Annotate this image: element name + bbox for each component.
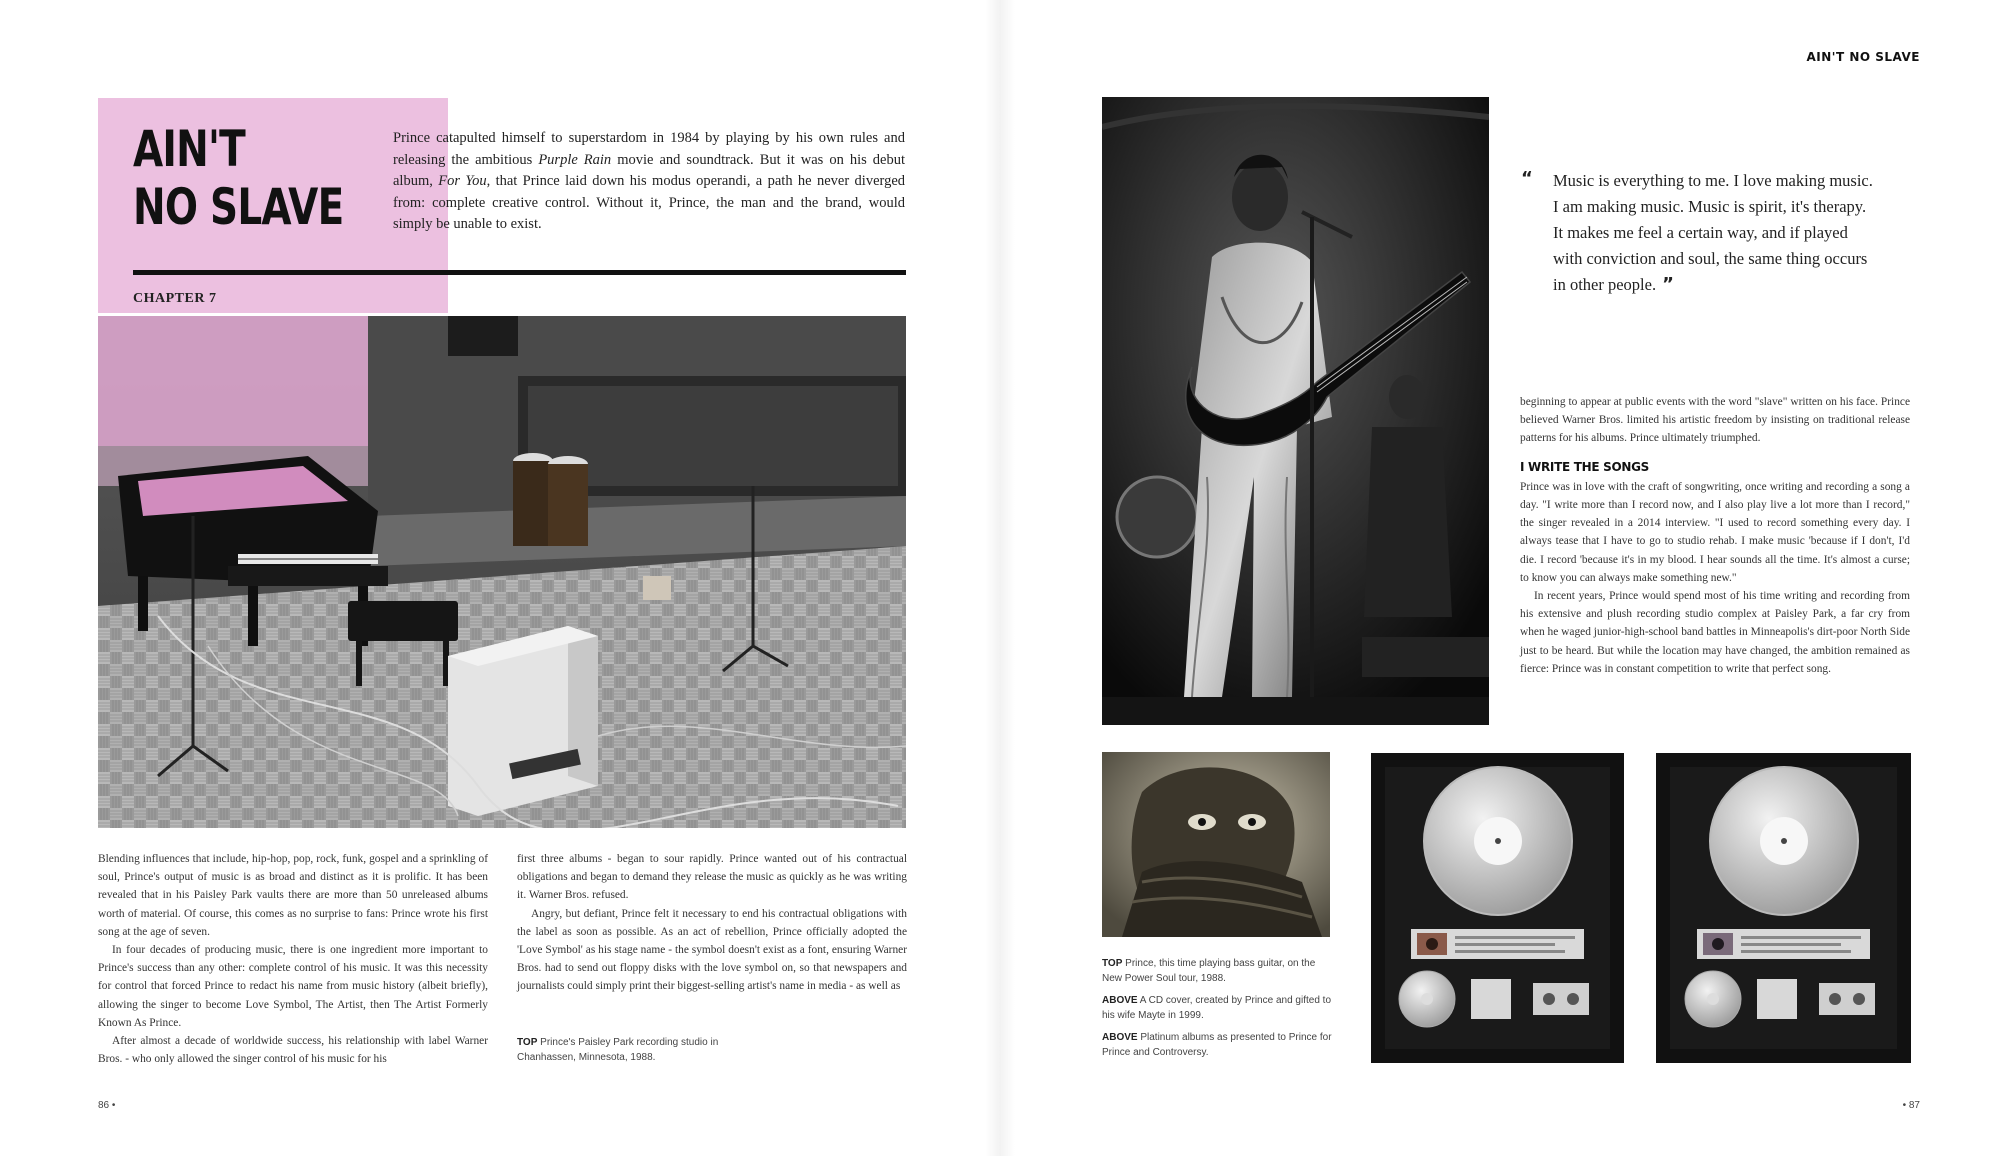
caption-label: ABOVE: [1102, 1032, 1138, 1043]
folio-left: 86 •: [98, 1100, 116, 1111]
caption-label: ABOVE: [1102, 995, 1138, 1006]
platinum-plaque-1: [1371, 753, 1624, 1063]
quote-open-mark: “: [1521, 168, 1533, 189]
intro-paragraph: [393, 128, 905, 236]
caption-item: [1102, 994, 1337, 1023]
headline-line-2: NO SLAVE: [133, 178, 344, 236]
body-column-1: [98, 850, 488, 1068]
concert-photo: [1102, 97, 1489, 725]
body-paragraph: first three albums - began to sour rapidly. Prince wanted out of his contractual obligations and began to demand they release the music as quickly as he was writing it. Warner Bros. refused.: [517, 853, 907, 902]
caption-label: TOP: [1102, 958, 1123, 969]
body-column-2: [517, 850, 907, 996]
body-paragraph: In recent years, Prince would spend most of his time writing and recording from his extensive and plush recording studio complex at Paisley Park, a far cry from when he waged junior-high-school band battles in Minneapolis's dirt-poor North Side just to be heard. But while the location may have changed, the ambition remained as fierce: Prince was in constant competition to write that perfect song.: [1520, 590, 1910, 675]
intro-italic-title: Purple Rain: [538, 151, 612, 168]
studio-photo-caption: [517, 1036, 737, 1065]
body-paragraph: After almost a decade of worldwide success, his relationship with label Warner Bros. - who only allowed the singer control of his music for his: [98, 1035, 488, 1066]
chapter-headline: [133, 120, 343, 236]
intro-italic-title: For You: [438, 173, 487, 189]
heading-rule: [133, 270, 906, 275]
caption-text: Platinum albums as presented to Prince for Prince and Controversy.: [1102, 1032, 1332, 1058]
body-column-3: [1520, 393, 1910, 678]
caption-label: TOP: [517, 1037, 538, 1048]
intro-text: movie and soundtrack. But it was on his debut album,: [393, 151, 905, 189]
studio-photo: [98, 316, 906, 828]
cd-cover-photo: [1102, 752, 1330, 937]
body-paragraph: beginning to appear at public events with the word "slave" written on his face. Prince believed Warner Bros. limited his artistic freedom by insisting on traditional release patterns for his albums. Prince ultimately triumphed.: [1520, 396, 1910, 445]
caption-text: Prince's Paisley Park recording studio in Chanhassen, Minnesota, 1988.: [517, 1037, 719, 1063]
section-subhead: I WRITE THE SONGS: [1520, 459, 1650, 474]
pull-quote-text: Music is everything to me. I love making music. I am making music. Music is spirit, it's therapy. It makes me feel a certain way, and if played with conviction and soul, the same thing occurs in other people.: [1553, 171, 1873, 294]
caption-text: A CD cover, created by Prince and gifted to his wife Mayte in 1999.: [1102, 995, 1332, 1021]
folio-right: • 87: [1902, 1100, 1920, 1111]
body-paragraph: Blending influences that include, hip-hop, pop, rock, funk, gospel and a sprinkling of soul, Prince's output of music is as broad and distinct as it is prolific. It has been revealed that in his Paisley Park vaults there are more than 50 unreleased albums worth of material. Of course, this comes as no surprise to fans: Prince wrote his first song at the age of seven.: [98, 853, 488, 938]
right-page: [1000, 0, 2000, 1156]
caption-item: [1102, 957, 1337, 986]
running-head: AIN'T NO SLAVE: [1806, 50, 1920, 64]
intro-text: , that Prince laid down his modus operandi, a path he never diverged from: complete creative control. Without it, Prince, the man and the brand, would simply be unable to exist.: [393, 173, 906, 232]
pull-quote: [1521, 168, 1873, 298]
platinum-plaque-2: [1656, 753, 1911, 1063]
right-page-captions: [1102, 957, 1337, 1068]
caption-item: [1102, 1031, 1337, 1060]
intro-text: Prince catapulted himself to superstardom in 1984 by playing by his own rules and releasing the ambitious: [393, 130, 905, 168]
quote-close-mark: ”: [1662, 274, 1674, 295]
body-paragraph: Prince was in love with the craft of songwriting, once writing and recording a song a day. "I write more than I record now, and I also play live a lot more than I record," the singer revealed in a 2014 interview. "I used to record something every day. I always tease that I have to go to studio rehab. I make music 'because if I don't, I'd die. I record 'because it's in my blood. I hear sounds all the time. It's almost a curse; to know you can always make something new.": [1520, 480, 1910, 584]
body-paragraph: Angry, but defiant, Prince felt it necessary to end his contractual obligations with the label as soon as possible. As an act of rebellion, Prince officially adopted the 'Love Symbol' as his stage name - the symbol doesn't exist as a font, ensuring Warner Bros. had to send out floppy disks with the love symbol on, so that newspapers and journalists could simply print their biggest-selling artist's name in media - as well as: [517, 907, 907, 993]
headline-line-1: AIN'T: [133, 120, 245, 178]
caption-text: Prince, this time playing bass guitar, on the New Power Soul tour, 1988.: [1102, 958, 1316, 984]
chapter-label: CHAPTER 7: [133, 291, 217, 306]
body-paragraph: In four decades of producing music, there is one ingredient more important to Prince's success than any other: complete control of his music. It was this necessity for control that forced Prince to redact his name from music history (albeit briefly), allowing the singer to become Love Symbol, The Artist, then The Artist Formerly Known As Prince.: [98, 944, 488, 1029]
